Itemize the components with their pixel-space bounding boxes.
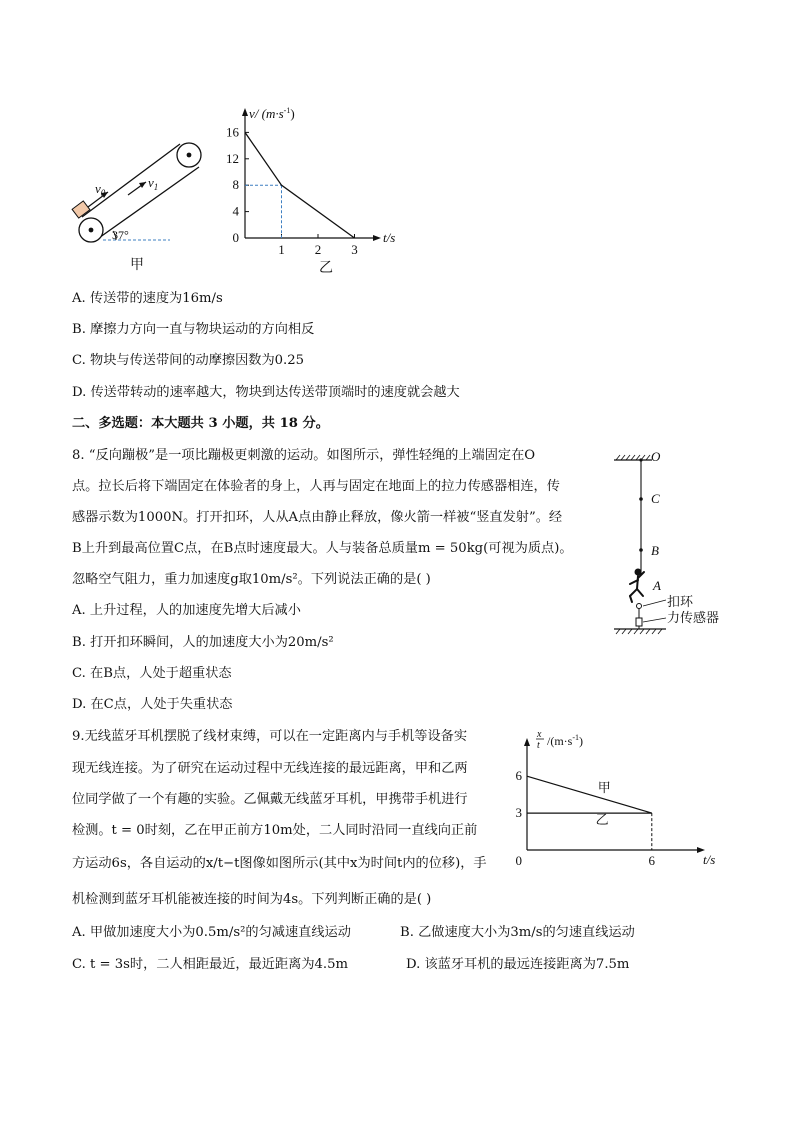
label-o: O [651, 449, 661, 464]
q8-option-c: C. 在B点，人处于超重状态 [72, 666, 232, 681]
xt-x-unit: t/s [703, 852, 716, 867]
q9-option-a: A. 甲做加速度大小为0.5m/s²的匀减速直线运动 [72, 925, 351, 940]
vt-y-tick-label: 4 [232, 203, 239, 219]
xt-y-tick-label: 6 [515, 768, 522, 784]
caption-jia: 甲 [130, 258, 144, 273]
vt-y-tick-label: 16 [226, 124, 239, 140]
vt-y-unit: v/ $(m\cdot s^{-1})$ [249, 106, 295, 121]
block [72, 201, 90, 218]
label-sensor: 力传感器 [667, 610, 720, 625]
q7-option-c: C. 物块与传送带间的动摩擦因数为0.25 [72, 353, 304, 368]
q8-line-1: 8. “反向蹦极”是一项比蹦极更刺激的运动。如图所示，弹性轻绳的上端固定在O [72, 448, 536, 463]
force-sensor [636, 618, 642, 626]
xt-series-label: 甲 [597, 780, 611, 796]
q8-option-a: A. 上升过程，人的加速度先增大后减小 [72, 603, 301, 618]
svg-text:x: x [537, 729, 542, 740]
caption-yi: 乙 [319, 261, 333, 276]
xt-series-label: 乙 [595, 812, 609, 828]
label-a: A [653, 578, 661, 593]
v1-label: $v_1$ [148, 175, 159, 192]
q7-option-a: A. 传送带的速度为16m/s [72, 291, 223, 306]
q9-option-d: D. 该蓝牙耳机的最远连接距离为7.5m [406, 957, 630, 972]
xt-y-tick-label: 3 [515, 805, 522, 821]
q9-line-5: 方运动6s，各自运动的x/t−t图像如图所示(其中x为时间t内的位移)，手 [72, 856, 487, 871]
section-2-title: 二、多选题：本大题共 3 小题，共 18 分。 [72, 416, 329, 431]
vt-x-tick-label: 2 [314, 242, 322, 257]
vt-y-tick-label: 8 [232, 177, 239, 193]
xt-plot-area [516, 768, 656, 868]
q8-line-3: 感器示数为1000N。打开扣环，人从A点由静止释放，像火箭一样被“竖直发射”。经 [72, 510, 563, 525]
figure-vt-graph [215, 100, 410, 280]
xt-x-tick-label: 6 [648, 853, 656, 868]
vt-x-unit: t/s [383, 230, 396, 245]
q9-line-3: 位同学做了一个有趣的实验。乙佩戴无线蓝牙耳机，甲携带手机进行 [72, 792, 468, 807]
q8-line-2: 点。拉长后将下端固定在体验者的身上，人再与固定在地面上的拉力传感器相连，传 [72, 479, 560, 494]
label-ring: 扣环 [667, 594, 694, 609]
vt-y-tick-label: 12 [226, 150, 239, 166]
figure-conveyor-belt [60, 130, 210, 275]
svg-text:/(m·s-1): $/(m\cdot s^{-1})$ [547, 733, 584, 748]
xt-series-line [527, 776, 652, 813]
q9-option-b: B. 乙做速度大小为3m/s的匀速直线运动 [400, 925, 635, 940]
q7-option-d: D. 传送带转动的速率越大，物块到达传送带顶端时的速度就会越大 [72, 385, 460, 400]
q9-line-4: 检测。t = 0时刻，乙在甲正前方10m处，二人同时沿同一直线向正前 [72, 823, 478, 838]
q9-line-1: 9.无线蓝牙耳机摆脱了线材束缚，可以在一定距离内与手机等设备实 [72, 729, 468, 744]
vt-y-tick-label: 0 [232, 230, 239, 245]
figure-reverse-bungee [608, 446, 728, 638]
label-c: C [651, 491, 660, 506]
vt-x-tick-label: 3 [351, 242, 358, 257]
q9-option-c: C. t = 3s时，二人相距最近，最近距离为4.5m [72, 957, 348, 972]
q8-option-b: B. 打开扣环瞬间，人的加速度大小为20m/s² [72, 635, 334, 650]
q9-line-6: 机检测到蓝牙耳机能被连接的时间为4s。下列判断正确的是( ) [72, 892, 432, 907]
v0-label: $v_0$ [95, 181, 106, 198]
angle-label: 37° [112, 228, 129, 242]
label-b: B [651, 543, 659, 558]
person-figure [630, 569, 644, 603]
xt-y-unit [536, 729, 583, 751]
q8-line-4: B上升到最高位置C点，在B点时速度最大。人与装备总质量m = 50kg(可视为质点)。 [72, 541, 573, 556]
q9-line-2: 现无线连接。为了研究在运动过程中无线连接的最远距离，甲和乙两 [72, 761, 468, 776]
vt-plot-area [226, 124, 358, 257]
q8-option-d: D. 在C点，人处于失重状态 [72, 697, 233, 712]
svg-text:t: t [537, 740, 540, 751]
q7-option-b: B. 摩擦力方向一直与物块运动的方向相反 [72, 322, 315, 337]
figure-xt-graph [505, 722, 730, 872]
xt-x-tick-label: 0 [515, 853, 522, 868]
q8-line-5: 忽略空气阻力，重力加速度g取10m/s²。下列说法正确的是( ) [72, 572, 431, 587]
vt-x-tick-label: 1 [278, 242, 285, 257]
